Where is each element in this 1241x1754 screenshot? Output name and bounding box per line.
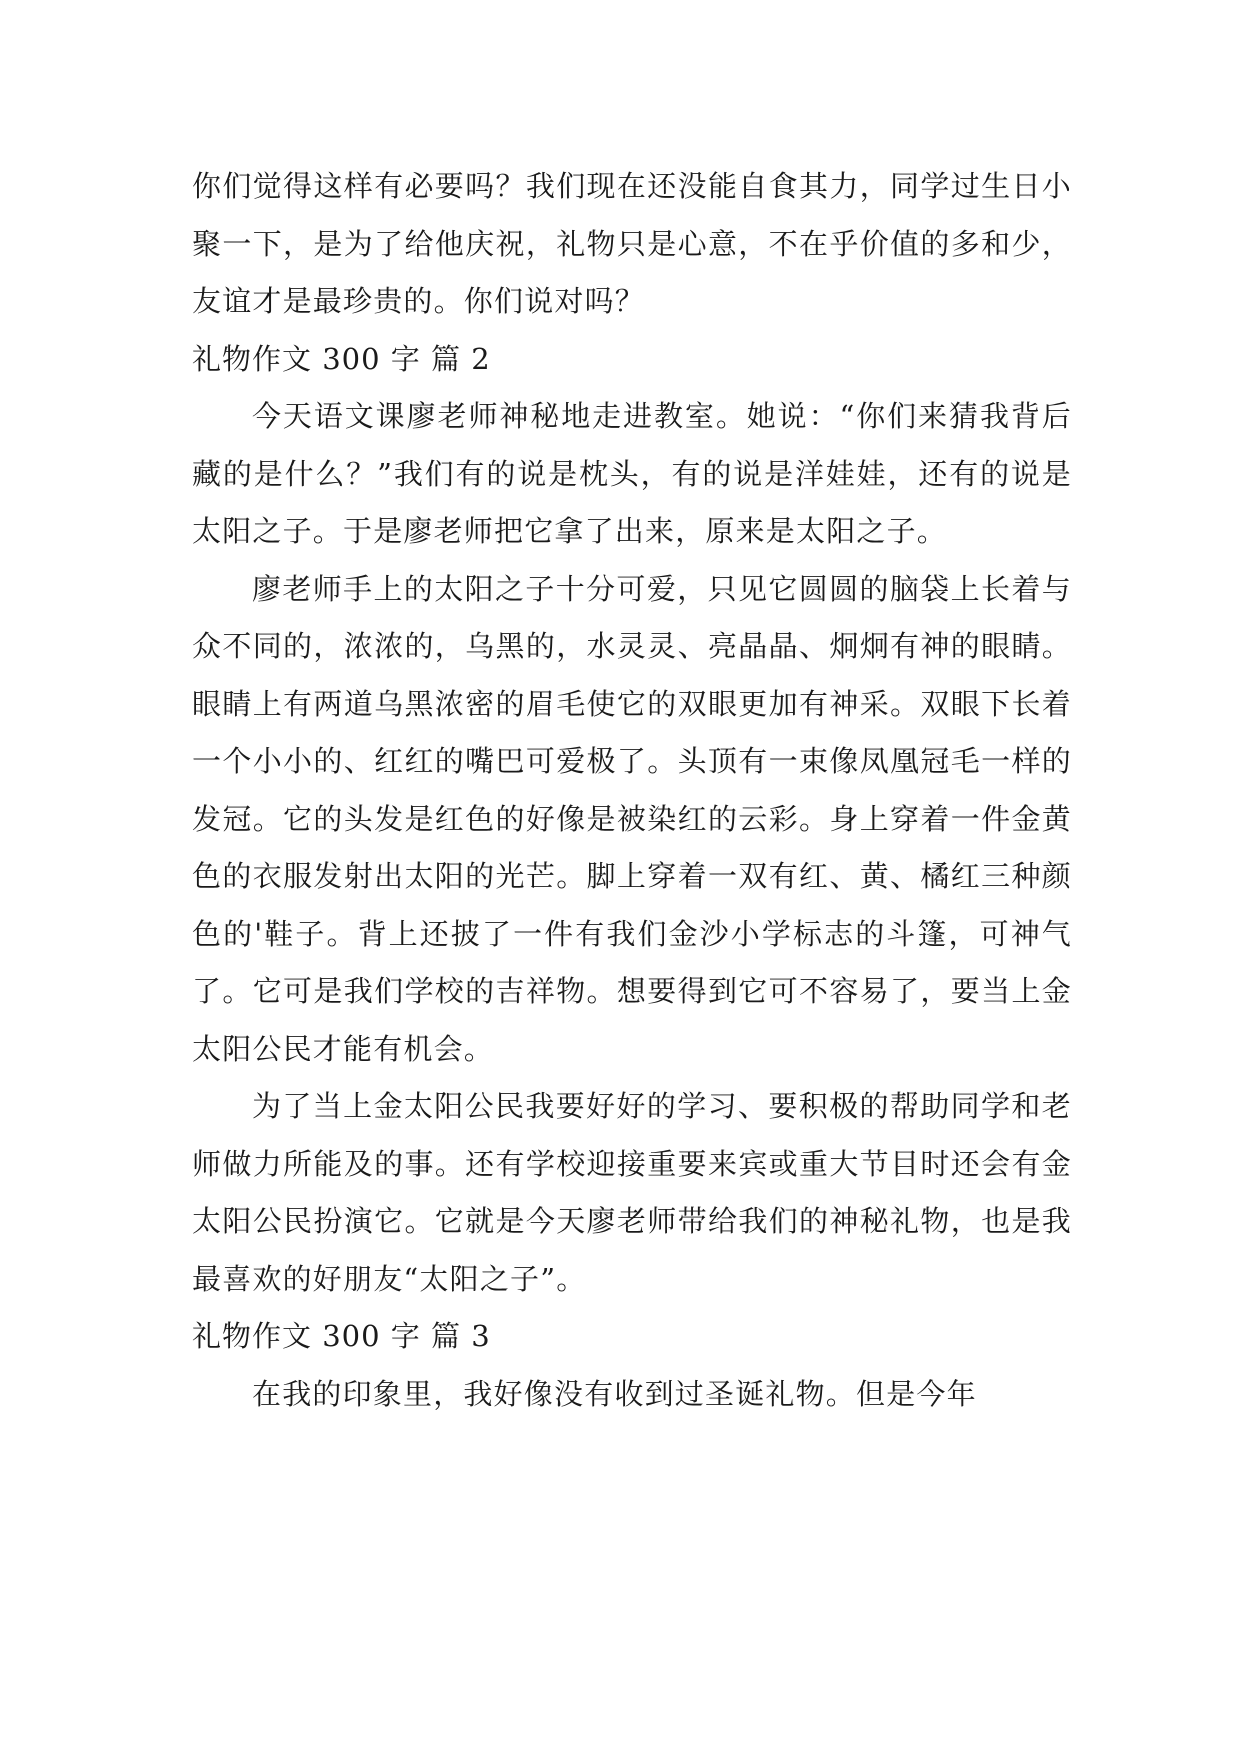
paragraph-1: 今天语文课廖老师神秘地走进教室。她说：“你们来猜我背后藏的是什么？”我们有的说是枕头，有的说是洋娃娃，还有的说是太阳之子。于是廖老师把它拿了出来，原来是太阳之子。 <box>192 399 1072 548</box>
section-heading-3: 礼物作文 300 字 篇 3 <box>192 1319 491 1353</box>
section-heading-2: 礼物作文 300 字 篇 2 <box>192 341 491 376</box>
document-page <box>192 158 1072 1423</box>
paragraph-2: 廖老师手上的太阳之子十分可爱，只见它圆圆的脑袋上长着与众不同的，浓浓的，乌黑的，水灵灵、亮晶晶、炯炯有神的眼睛。眼睛上有两道乌黑浓密的眉毛使它的双眼更加有神采。双眼下长着一个小小的、红红的嘴巴可爱极了。头顶有一束像凤凰冠毛一样的发冠。它的头发是红色的好像是被染红的云彩。身上穿着一件金黄色的衣服发射出太阳的光芒。脚上穿着一双有红、黄、橘红三种颜色的'鞋子。背上还披了一件有我们金沙小学标志的斗篷，可神气了。它可是我们学校的吉祥物。想要得到它可不容易了，要当上金太阳公民才能有机会。 <box>192 571 1072 1066</box>
paragraph-4: 在我的印象里，我好像没有收到过圣诞礼物。但是今年 <box>252 1376 977 1411</box>
paragraph-3: 为了当上金太阳公民我要好好的学习、要积极的帮助同学和老师做力所能及的事。还有学校迎接重要来宾或重大节目时还会有金太阳公民扮演它。它就是今天廖老师带给我们的神秘礼物，也是我最喜欢的好朋友“太阳之子”。 <box>192 1089 1072 1296</box>
paragraph-intro: 你们觉得这样有必要吗？我们现在还没能自食其力，同学过生日小聚一下，是为了给他庆祝，礼物只是心意，不在乎价值的多和少，友谊才是最珍贵的。你们说对吗？ <box>192 169 1072 318</box>
